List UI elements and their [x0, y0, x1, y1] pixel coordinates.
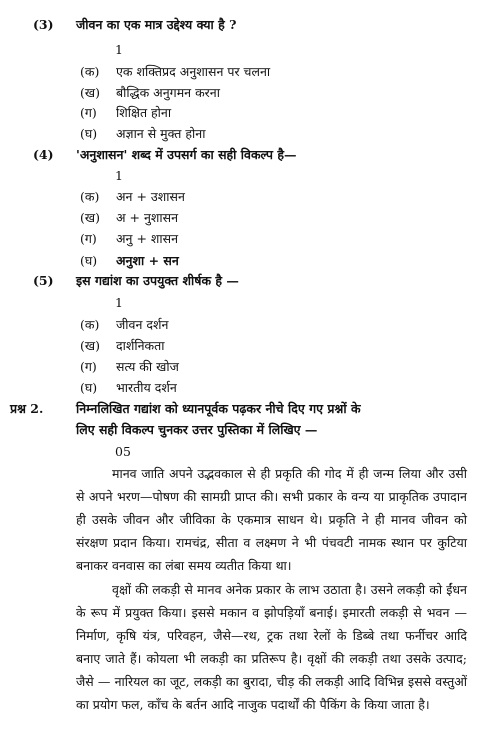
q5-option-text: भारतीय दर्शन — [116, 380, 177, 395]
q5-option-label: (ग) — [80, 359, 97, 374]
q4-text: 'अनुशासन' शब्द में उपसर्ग का सही विकल्प है— — [76, 147, 297, 162]
q3-option-label: (ख) — [80, 85, 100, 100]
q5-text: इस गद्यांश का उपयुक्त शीर्षक है — — [76, 273, 239, 288]
q4-marks: 1 — [115, 168, 123, 183]
q4-number: (4) — [33, 147, 54, 162]
q4-option-label: (ख) — [80, 210, 100, 225]
prashna2-instruction: लिए सही विकल्प चुनकर उत्तर पुस्तिका में लिखिए — — [76, 422, 318, 437]
prashna2-instruction: निम्नलिखित गद्यांश को ध्यानपूर्वक पढ़कर नीचे दिए गए प्रश्नों के — [76, 401, 361, 416]
passage-paragraph: वृक्षों की लकड़ी से मानव अनेक प्रकार के लाभ उठाता है। उसने लकड़ी को ईंधन के रूप में प्रयुक्त किया। इससे मकान व झोपड़ियाँ बनाई। इमारती लकड़ी से भवन — निर्माण, कृषि यंत्र, परिवहन, जैसे—रथ, ट्रक तथा रेलों के डिब्बे तथा फर्नीचर आदि बनाए जाते हैं। कोयला भी लकड़ी का प्रतिरूप है। वृक्षों की लकड़ी तथा उसके उत्पाद; जैसे — नारियल का जूट, लकड़ी का बुरादा, चीड़ की लकड़ी आदि विभिन्न इससे वस्तुओं का प्रयोग फल, काँच के बर्तन आदि नाजुक पदार्थों की पैकिंग के किया जाता है। — [76, 582, 467, 712]
q4-option-label: (क) — [80, 189, 100, 204]
q4-option-label: (ग) — [80, 231, 97, 246]
q4-option-text: अनु + शासन — [116, 231, 179, 246]
q3-option-label: (घ) — [80, 126, 98, 141]
q3-text: जीवन का एक मात्र उद्देश्य क्या है ? — [76, 17, 237, 32]
q5-option-label: (क) — [80, 317, 100, 332]
q5-option-label: (ख) — [80, 338, 100, 353]
q5-option-label: (घ) — [80, 380, 98, 395]
q3-number: (3) — [33, 17, 54, 32]
q3-option-label: (ग) — [80, 105, 97, 120]
q4-option-label: (घ) — [80, 253, 98, 268]
q3-option-label: (क) — [80, 64, 100, 79]
q4-option-text: अ + नुशासन — [116, 210, 179, 225]
q5-number: (5) — [33, 273, 54, 288]
q4-option-text: अन + उशासन — [116, 189, 185, 204]
q5-marks: 1 — [115, 295, 123, 310]
passage-paragraph: मानव जाति अपने उद्भवकाल से ही प्रकृति की गोद में ही जन्म लिया और उसी से अपने भरण—पोषण की सामग्री प्राप्त की। सभी प्रकार के वन्य या प्राकृतिक उपादान ही उसके जीवन और जीविका के एकमात्र साधन थे। प्रकृति ने ही मानव जीवन को संरक्षण प्रदान किया। रामचंद्र, सीता व लक्ष्मण ने भी पंचवटी नामक स्थान पर कुटिया बनाकर वनवास का लंबा समय व्यतीत किया था। — [76, 466, 467, 573]
q5-option-text: जीवन दर्शन — [116, 317, 169, 332]
q3-option-text: शिक्षित होना — [116, 105, 172, 120]
q3-marks: 1 — [115, 42, 123, 57]
prashna2-label: प्रश्न 2. — [10, 401, 44, 416]
q3-option-text: एक शक्तिप्रद अनुशासन पर चलना — [116, 64, 271, 79]
q3-option-text: बौद्धिक अनुगमन करना — [116, 85, 220, 100]
q3-option-text: अज्ञान से मुक्त होना — [116, 126, 206, 141]
prashna2-marks: 05 — [115, 444, 131, 459]
q5-option-text: दार्शनिकता — [116, 338, 165, 353]
q5-option-text: सत्य की खोज — [116, 359, 179, 374]
q4-option-text: अनुशा + सन — [116, 253, 179, 268]
